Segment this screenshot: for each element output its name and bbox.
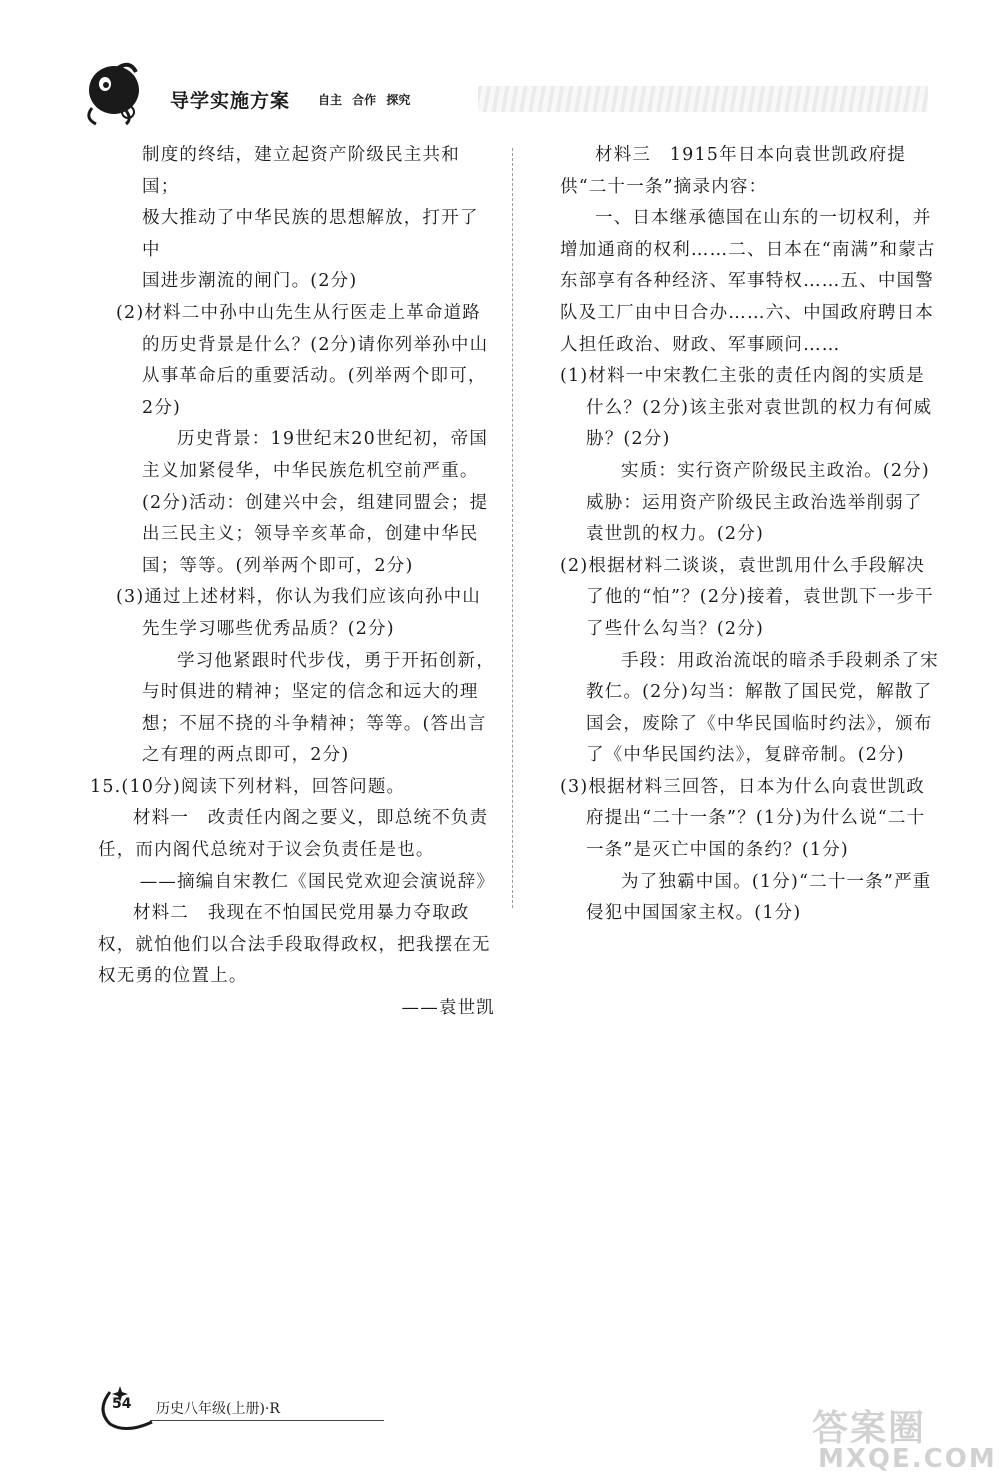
header-title: 导学实施方案 (170, 90, 291, 112)
left-column (90, 140, 495, 1025)
material-2: 材料二 我现在不怕国民党用暴力夺取政权，就怕他们以合法手段取得政权，把我摆在无权无勇的位置上。 (98, 903, 491, 987)
book-title: 历史八年级(上册)·R (156, 1401, 280, 1417)
question-2: (2)材料二中孙中山先生从行医走上革命道路的历史背景是什么？(2分)请你列举孙中山从事革命后的重要活动。(列举两个即可，2分) (116, 302, 489, 418)
right-column (560, 140, 940, 930)
material-3-body: 一、日本继承德国在山东的一切权利，并增加通商的权利……二、日本在“南满”和蒙古东部享有各种经济、军事特权……五、中国警队及工厂由中日合办……六、中国政府聘日本人担任政治、财政、军事顾问…… (560, 208, 936, 355)
watermark (812, 1400, 997, 1478)
question-15: 15.(10分)阅读下列材料，回答问题。 (90, 776, 406, 797)
answer-line: 国进步潮流的闸门。(2分) (142, 271, 358, 292)
watermark-logo: 答案圈 (812, 1408, 927, 1449)
header-decorative-stripe (478, 86, 928, 112)
answer-line: 制度的终结，建立起资产阶级民主共和国； (142, 145, 460, 197)
question-3: (3)根据材料三回答，日本为什么向袁世凯政府提出“二十一条”？(1分)为什么说“二十一条”是灭亡中国的条约？(1分) (560, 776, 926, 861)
material-2-source: ——袁世凯 (401, 998, 495, 1019)
material-3: 材料三 1915年日本向袁世凯政府提供“二十一条”摘录内容： (560, 145, 907, 197)
material-1: 材料一 改责任内阁之要义，即总统不负责任，而内阁代总统对于议会负责任是也。 (98, 808, 489, 861)
answer-2: 手段：用政治流氓的暗杀手段刺杀了宋教仁。(2分)勾当：解散了国民党，解散了国会，废除了《中华民国临时约法》，颁布了《中华民国约法》，复辟帝制。(2分) (586, 650, 939, 766)
answer-1-essence: 实质：实行资产阶级民主政治。(2分) (621, 460, 930, 481)
footer-rule (150, 1420, 384, 1421)
question-2: (2)根据材料二谈谈，袁世凯用什么手段解决了他的“怕”？(2分)接着，袁世凯下一步干了些什么勾当？(2分) (560, 555, 934, 639)
answer-3: 学习他紧跟时代步伐，勇于开拓创新，与时俱进的精神；坚定的信念和远大的理想；不屈不挠的斗争精神；等等。(答出言之有理的两点即可，2分) (142, 650, 495, 766)
answer-2: 历史背景：19世纪末20世纪初，帝国主义加紧侵华，中华民族危机空前严重。(2分)活动：创建兴中会，组建同盟会；提出三民主义；领导辛亥革命，创建中华民国；等等。(列举两个即可，2分) (142, 429, 489, 576)
header-tags: 自主 合作 探究 (318, 93, 411, 107)
answer-1-threat: 威胁：运用资产阶级民主政治选举削弱了袁世凯的权力。(2分) (586, 492, 923, 545)
mascot-logo-icon (78, 58, 156, 128)
watermark-url: MXQE.COM (818, 1444, 997, 1474)
question-3: (3)通过上述材料，你认为我们应该向孙中山先生学习哪些优秀品质？(2分) (116, 587, 481, 639)
question-1: (1)材料一中宋教仁主张的责任内阁的实质是什么？(2分)该主张对袁世凯的权力有何威胁？(2分) (560, 366, 933, 450)
page-number: 54 (112, 1396, 132, 1412)
column-divider (512, 148, 513, 908)
answer-3: 为了独霸中国。(1分)“二十一条”严重侵犯中国国家主权。(1分) (586, 871, 932, 924)
answer-line: 极大推动了中华民族的思想解放，打开了中 (142, 208, 479, 260)
page-header (78, 58, 928, 128)
material-1-source: ——摘编自宋教仁《国民党欢迎会演说辞》 (139, 871, 495, 892)
page-footer (96, 1384, 386, 1434)
